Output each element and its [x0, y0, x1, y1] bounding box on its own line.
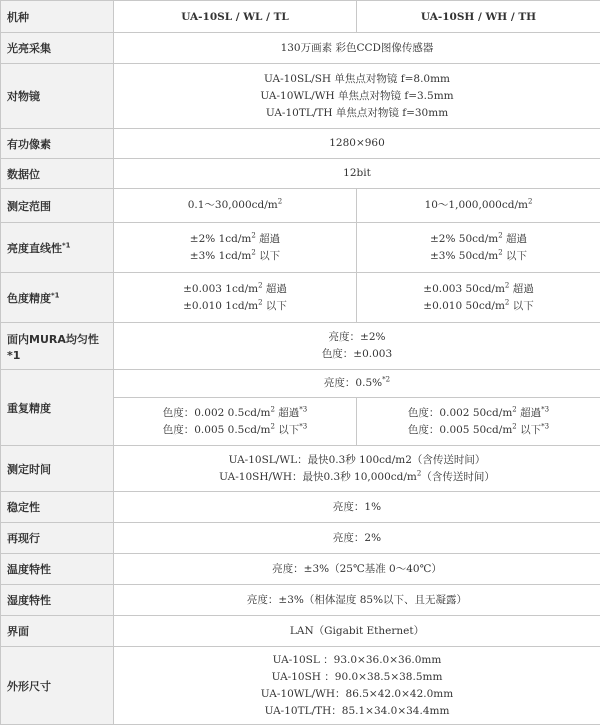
bits-value: 12bit	[114, 159, 600, 189]
pixels-value: 1280×960	[114, 129, 600, 159]
repeat-luminance: 亮度：0.5%$^{*2}$	[114, 370, 600, 398]
interface-value: LAN（Gigabit Ethernet）	[114, 616, 600, 647]
mura-value: 亮度：±2% 色度：±0.003	[114, 323, 600, 370]
row-stability	[1, 492, 600, 523]
row-bits	[1, 159, 600, 189]
mura-label: 面内MURA均匀性 *1	[1, 323, 114, 370]
chroma-accuracy-label: 色度精度$^{*1}$	[1, 273, 114, 323]
sensor-label: 光亮采集	[1, 33, 114, 64]
chroma-accuracy-col-2: ±0.003 $50cd/m^2$ 超過 ±0.010 $50cd/m^2$ 以下	[357, 273, 600, 323]
reproduce-label: 再现行	[1, 523, 114, 554]
lens-line: UA-10TL/TH 单焦点对物镜 f=30mm	[265, 106, 449, 119]
row-temperature	[1, 554, 600, 585]
row-chroma-accuracy	[1, 273, 600, 323]
stability-label: 稳定性	[1, 492, 114, 523]
row-humidity	[1, 585, 600, 616]
row-reproduce	[1, 523, 600, 554]
repeat-col-1: 色度：0.002 $0.5cd/m^2$ 超過$^{*3}$ 色度：0.005 $0.5cd/m^2$ 以下$^{*3}$	[114, 398, 357, 446]
row-lens	[1, 64, 600, 129]
reproduce-value: 亮度：2%	[114, 523, 600, 554]
humidity-value: 亮度：±3%（相体湿度 85%以下、且无凝露）	[114, 585, 600, 616]
pixels-label: 有功像素	[1, 129, 114, 159]
model-col-2: UA-10SH / WH / TH	[357, 1, 600, 33]
range-col-2: $10\sim 1,000,000cd/m^2$	[357, 189, 600, 223]
time-value: UA-10SL/WL：最快0.3秒 100cd/m2（含传送时间） UA-10SH/WH：最快0.3秒 $10,000cd/m^2$（含传送时间）	[114, 446, 600, 492]
interface-label: 界面	[1, 616, 114, 647]
lens-line: UA-10SL/SH 单焦点对物镜 f=8.0mm	[263, 72, 451, 85]
chroma-accuracy-col-1: ±0.003 $1cd/m^2$ 超過 ±0.010 $1cd/m^2$ 以下	[114, 273, 357, 323]
stability-value: 亮度：1%	[114, 492, 600, 523]
luminance-linearity-label: 亮度直线性$^{*1}$	[1, 223, 114, 273]
luminance-linearity-col-2: ±2% $50cd/m^2$ 超過 ±3% $50cd/m^2$ 以下	[357, 223, 600, 273]
lens-value	[114, 64, 600, 129]
lens-line: UA-10WL/WH 单焦点对物镜 f=3.5mm	[260, 89, 454, 102]
humidity-label: 湿度特性	[1, 585, 114, 616]
lens-label: 对物镜	[1, 64, 114, 129]
time-label: 测定时间	[1, 446, 114, 492]
row-mura	[1, 323, 600, 370]
range-label: 测定范围	[1, 189, 114, 223]
header-row	[1, 1, 600, 33]
temperature-label: 温度特性	[1, 554, 114, 585]
row-luminance-linearity	[1, 223, 600, 273]
model-col-1: UA-10SL / WL / TL	[114, 1, 357, 33]
row-range	[1, 189, 600, 223]
dimensions-label: 外形尺寸	[1, 647, 114, 725]
range-col-1: $0.1\sim 30,000cd/m^2$	[114, 189, 357, 223]
row-repeat	[1, 370, 600, 398]
row-time	[1, 446, 600, 492]
row-sensor	[1, 33, 600, 64]
row-pixels	[1, 129, 600, 159]
luminance-linearity-col-1: ±2% $1cd/m^2$ 超過 ±3% $1cd/m^2$ 以下	[114, 223, 357, 273]
temperature-value: 亮度：±3%（25℃基准 0～40℃）	[114, 554, 600, 585]
sensor-value: 130万画素 彩色CCD图像传感器	[114, 33, 600, 64]
bits-label: 数据位	[1, 159, 114, 189]
repeat-col-2: 色度：0.002 $50cd/m^2$ 超過$^{*3}$ 色度：0.005 $50cd/m^2$ 以下$^{*3}$	[357, 398, 600, 446]
model-label: 机种	[1, 1, 114, 33]
dimensions-value: UA-10SL ：93.0×36.0×36.0mm UA-10SH ：90.0×38.5×38.5mm UA-10WL/WH：86.5×42.0×42.0mm UA-10TL/TH：85.1×34.0×34.4mm	[114, 647, 600, 725]
repeat-label: 重复精度	[1, 370, 114, 446]
row-interface	[1, 616, 600, 647]
row-dimensions	[1, 647, 600, 725]
